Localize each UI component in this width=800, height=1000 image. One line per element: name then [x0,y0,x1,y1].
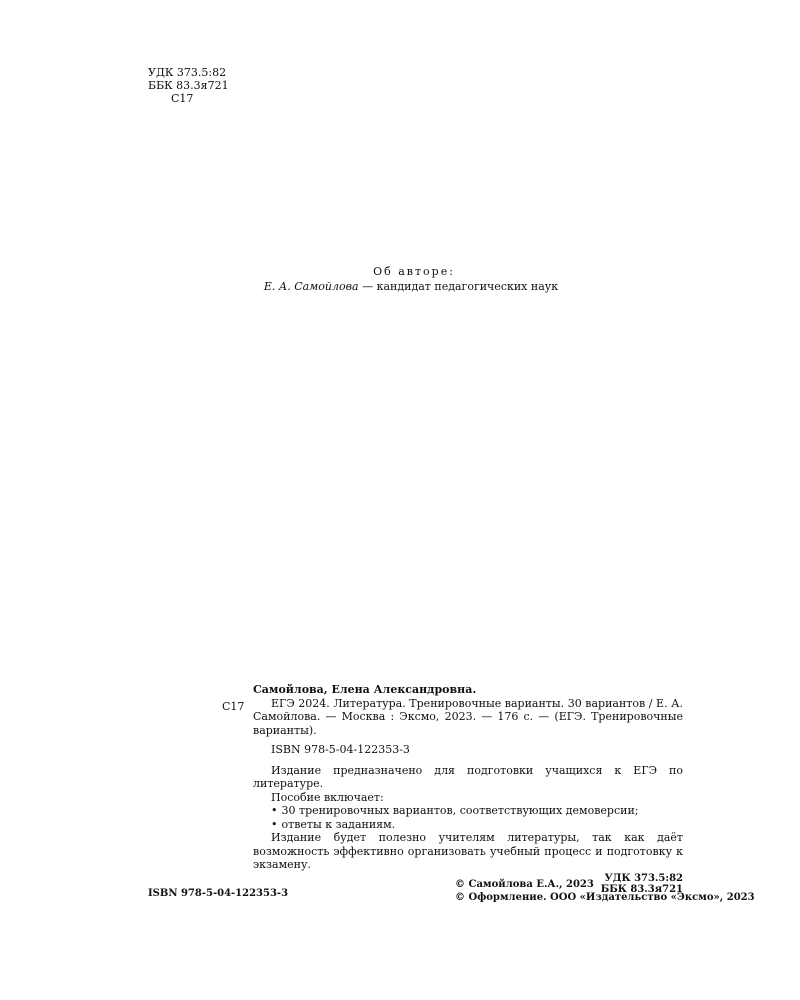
about-author [0,264,800,294]
about-heading: Об авторе: [373,265,455,278]
udk-code: УДК 373.5:82 [148,66,227,79]
list-item-text: ответы к заданиям. [281,817,396,831]
author-code: С17 [171,92,194,105]
annotation [253,764,683,872]
bbk-code: ББК 83.3я721 [148,79,229,92]
bib-udk: УДК 373.5:82 [604,872,683,884]
list-item-text: 30 тренировочных вариантов, соответствующих демоверсии; [281,804,639,817]
bullet-icon: • [271,804,278,817]
list-item [253,804,683,818]
bib-isbn: ISBN 978-5-04-122353-3 [271,743,410,756]
author-name: Е. А. Самойлова [263,280,359,293]
annotation-outro: Издание будет полезно учителям литературы, так как даёт возможность эффективно организовать учебный процесс и подготовку к экзамену. [253,831,683,871]
bibliography-side-code: С17 [222,700,245,713]
bib-bbk: ББК 83.3я721 [600,883,683,895]
copyright-design: © Оформление. ООО «Издательство «Эксмо», 2023 [455,892,755,903]
copyright-block [455,878,755,904]
list-item [253,818,683,832]
classification-block [148,66,229,105]
about-line [0,279,800,294]
footer-isbn: ISBN 978-5-04-122353-3 [148,888,289,899]
author-info: — кандидат педагогических наук [358,280,559,293]
bib-description: ЕГЭ 2024. Литература. Тренировочные варианты. 30 вариантов / Е. А. Самойлова. — Москва : Эксмо, 2023. — 176 с. — (ЕГЭ. Тренировочные варианты). [253,696,683,737]
bullet-icon: • [271,817,278,831]
bib-author: Самойлова, Елена Александровна. [253,683,477,696]
includes-label: Пособие включает: [271,790,384,804]
annotation-intro: Издание предназначено для подготовки учащихся к ЕГЭ по литературе. [253,763,683,790]
bibliographic-record [253,683,683,895]
copyright-author: © Самойлова Е.А., 2023 [455,879,594,890]
